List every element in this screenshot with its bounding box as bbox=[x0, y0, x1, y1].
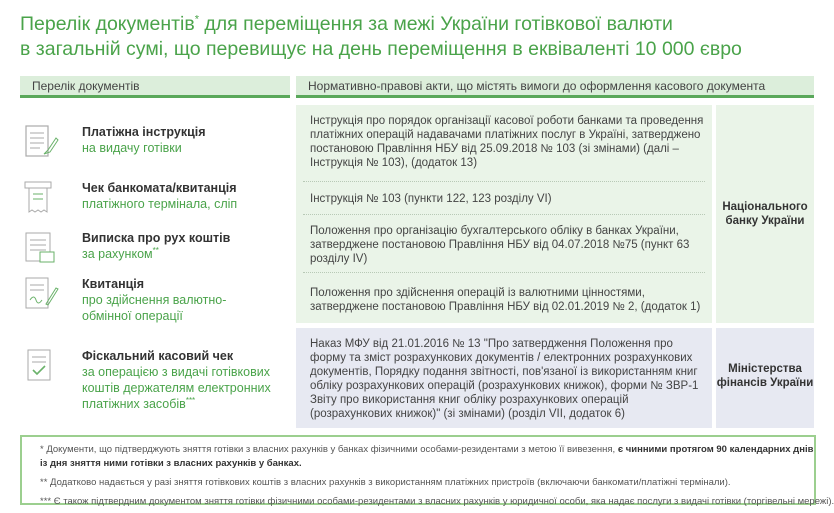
document-list-icon bbox=[22, 124, 60, 160]
act-divider bbox=[303, 272, 705, 273]
receipt-icon bbox=[22, 180, 60, 216]
act-divider bbox=[303, 181, 705, 182]
acts-column-header: Нормативно-правові акти, що містять вимоги до оформлення касового документа bbox=[296, 76, 814, 98]
footnote-1: * Документи, що підтверджують зняття готівки з власних рахунків у банках фізичними особами-резидентами з метою її вивезення, є чинними протягом 90 календарних днів із дня зняття ними готівки з власних рахунків у банках. bbox=[40, 444, 814, 469]
act-item: Положення про здійснення операцій із валютними цінностями, затверджене постановою Правління НБУ від 02.01.2019 № 2, (додаток 1) bbox=[310, 287, 701, 313]
fiscal-check-icon bbox=[22, 348, 60, 384]
page-title: Перелік документів* для переміщення за межі України готівкової валюти в загальній сумі, що перевищує на день переміщення в еквіваленті 10 000 євро bbox=[20, 13, 742, 60]
act-item: Положення про організацію бухгалтерського обліку в банках України, затверджене постановою Правління НБУ від 04.07.2018 №75 (пункт 63 розділу IV) bbox=[310, 225, 690, 265]
act-item: Інструкція № 103 (пункти 122, 123 розділу VI) bbox=[310, 193, 552, 205]
act-item: Наказ МФУ від 21.01.2016 № 13 "Про затвердження Положення про форму та зміст розрахункових документів / електронних розрахункових документів, Порядку подання звітності, пов'язаної із використанням книг обліку розрахункових операцій (розрахункових книжок), форми № ЗВР-1 Звіту про використання книг обліку розрахункових операцій (розрахункових книжок)" (зі змінами) (розділ VII, додаток 6) bbox=[310, 338, 699, 420]
authority-nbu: Національного банку України bbox=[722, 201, 808, 227]
act-divider bbox=[303, 214, 705, 215]
act-item: Інструкція про порядок організації касової роботи банками та проведення платіжних операцій надавачами платіжних послуг в Україні, затверджено постановою Правління НБУ від 25.09.2018 № 103 (зі змінами) (далі – Інструкція № 103), (додаток 13) bbox=[310, 115, 704, 169]
footnote-3: *** Є також підтвердним документом зняття готівки фізичними особами-резидентами з власних рахунків у юридичної особи, яка надає послуги з видачі готівки (торгівельні мережі). bbox=[40, 496, 834, 507]
documents-column-header: Перелік документів bbox=[20, 76, 290, 98]
footnote-2: ** Додатково надається у разі зняття готівкових коштів з власних рахунків з використанням платіжних пристроїв (включаючи банкомати/платіжні термінали). bbox=[40, 477, 731, 488]
authority-mfu: Міністерства фінансів України bbox=[716, 363, 814, 389]
account-statement-icon bbox=[22, 230, 60, 266]
signed-document-icon bbox=[22, 276, 60, 312]
footnotes bbox=[20, 435, 834, 507]
